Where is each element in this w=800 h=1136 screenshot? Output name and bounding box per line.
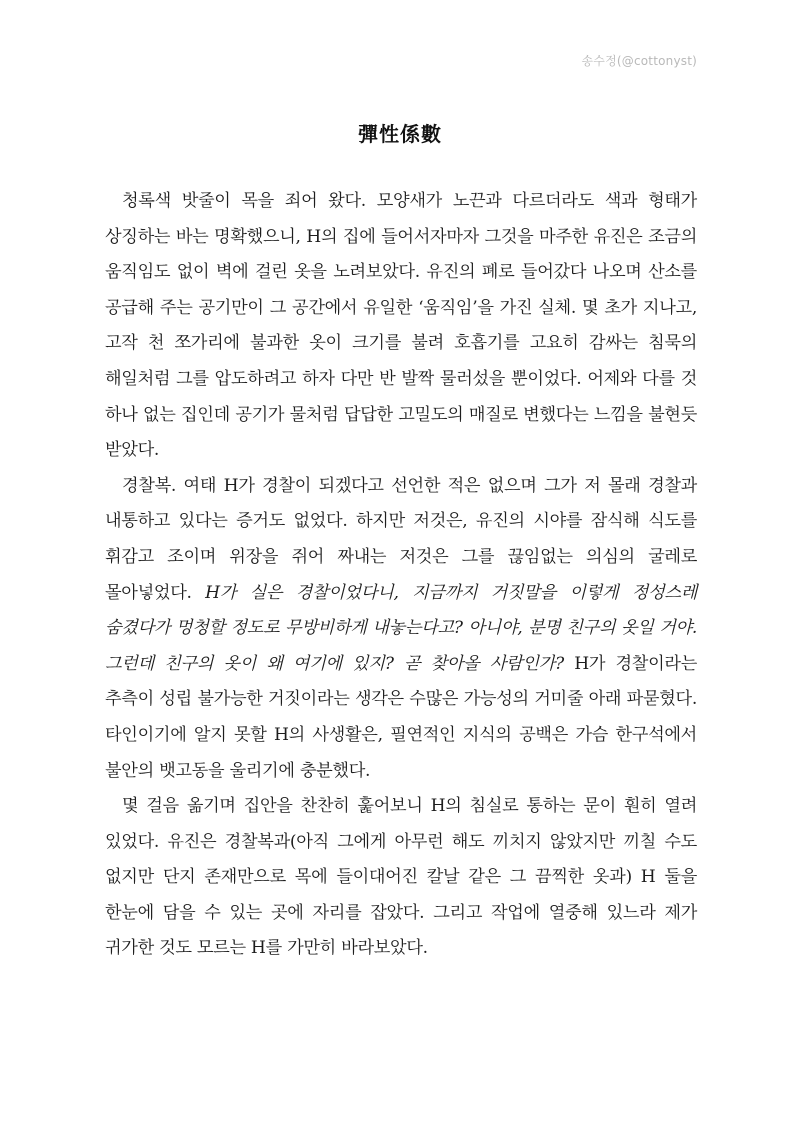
- paragraph-1: 청록색 밧줄이 목을 죄어 왔다. 모양새가 노끈과 다르더라도 색과 형태가 상징하는 바는 명확했으니, H의 집에 들어서자마자 그것을 마주한 유진은 조금의 움직임도 없이 벽에 걸린 옷을 노려보았다. 유진의 폐로 들어갔다 나오며 산소를 공급해 주는 공기만이 그 공간에서 유일한 ‘움직임’을 가진 실체. 몇 초가 지나고, 고작 천 쪼가리에 불과한 옷이 크기를 불려 호흡기를 고요히 감싸는 침묵의 해일처럼 그를 압도하려고 하자 다만 반 발짝 물러섰을 뿐이었다. 어제와 다를 것 하나 없는 집인데 공기가 물처럼 답답한 고밀도의 매질로 변했다는 느낌을 불현듯 받았다.: [105, 191, 697, 461]
- paragraph-2-italic-thought: H가 실은 경찰이었다니, 지금까지 거짓말을 이렇게 정성스레 숨겼다가 멍청할 정도로 무방비하게 내놓는다고? 아니야, 분명 친구의 옷일 거야. 그런데 친구의 옷이 왜 여기에 있지? 곧 찾아올 사람인가?: [105, 582, 697, 674]
- body-text: [105, 184, 697, 967]
- author-credit: 송수정(@cottonyst): [581, 54, 697, 68]
- page-title: 彈性係數: [358, 122, 442, 146]
- paragraph-2: [105, 469, 697, 789]
- paragraph-3: 몇 걸음 옮기며 집안을 찬찬히 훑어보니 H의 침실로 통하는 문이 훤히 열려 있었다. 유진은 경찰복과(아직 그에게 아무런 해도 끼치지 않았지만 끼칠 수도 없지만 단지 존재만으로 목에 들이대어진 칼날 같은 그 끔찍한 옷과) H 둘을 한눈에 담을 수 있는 곳에 자리를 잡았다. 그리고 작업에 열중해 있느라 제가 귀가한 것도 모르는 H를 가만히 바라보았다.: [105, 796, 697, 959]
- paragraph-2-text-a: 경찰복. 여태 H가 경찰이 되겠다고 선언한 적은 없으며 그가 저 몰래 경찰과 내통하고 있다는 증거도 없었다. 하지만 저것은, 유진의 시야를 잠식해 식도를 휘감고 조이며 위장을 쥐어 짜내는 저것은 그를 끊임없는 의심의 굴레로 몰아넣었다.: [105, 475, 697, 603]
- paragraph-2-text-c: H가 경찰이라는 추측이 성립 불가능한 거짓이라는 생각은 수많은 가능성의 거미줄 아래 파묻혔다. 타인이기에 알지 못할 H의 사생활은, 필연적인 지식의 공백은 가슴 한구석에서 불안의 뱃고동을 울리기에 충분했다.: [105, 653, 697, 781]
